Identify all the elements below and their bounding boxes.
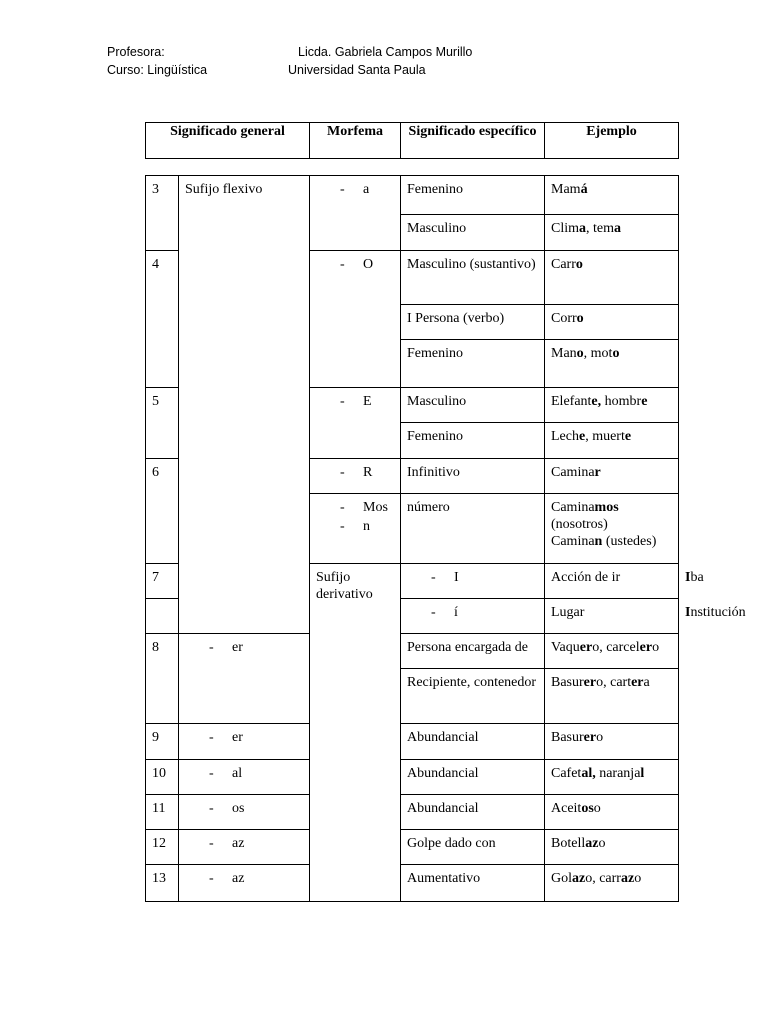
specific-meaning-cell: Masculino <box>401 388 545 423</box>
specific-meaning-cell: Femenino <box>401 423 545 459</box>
professor-name: Licda. Gabriela Campos Murillo <box>298 45 473 59</box>
morpheme-cell <box>310 251 401 388</box>
example-text: Cafet <box>551 766 582 781</box>
example-cell <box>545 669 679 724</box>
example-text: , muert <box>585 429 625 444</box>
example-morpheme: a <box>614 221 622 236</box>
morpheme-text: R <box>363 465 373 480</box>
header-row <box>146 123 679 159</box>
header-specific: Significado específico <box>401 123 545 159</box>
example-morpheme: os <box>581 801 594 816</box>
row-number: 4 <box>146 251 179 388</box>
example-text: (nosotros) <box>551 517 608 532</box>
specific-meaning-cell: Abundancial <box>401 795 545 830</box>
example-morpheme: e <box>624 429 632 444</box>
morpheme-dash: - <box>431 605 436 620</box>
table-row <box>146 795 679 830</box>
morpheme-cell <box>179 760 310 795</box>
example-text: Aceit <box>551 801 582 816</box>
example-text: o <box>593 801 601 816</box>
example-morpheme: al, <box>581 766 596 781</box>
general-meaning-cell: Sufijo flexivo <box>179 176 310 634</box>
morpheme-cell <box>310 388 401 459</box>
morpheme-text: Mos <box>363 500 388 515</box>
morpheme-text: az <box>232 836 245 851</box>
row-number: 11 <box>146 795 179 830</box>
example-morpheme: er <box>583 730 597 745</box>
example-morpheme: az <box>572 871 586 886</box>
specific-meaning-cell: Persona encargada de <box>401 634 545 669</box>
example-text: Corr <box>551 311 577 326</box>
specific-meaning-cell: Golpe dado con <box>401 830 545 865</box>
row-number: 9 <box>146 724 179 760</box>
course-name: Curso: Lingüística <box>107 63 208 77</box>
example-cell <box>545 634 679 669</box>
example-text: o, carr <box>585 871 621 886</box>
row-number: 6 <box>146 459 179 564</box>
example-morpheme: o <box>612 346 620 361</box>
example-morpheme: l <box>640 766 645 781</box>
morpheme-cell <box>310 494 401 564</box>
example-cell <box>545 865 679 902</box>
example-text: (ustedes) <box>602 534 657 549</box>
row-number: 5 <box>146 388 179 459</box>
specific-meaning-cell: Abundancial <box>401 760 545 795</box>
example-morpheme: r <box>594 465 601 480</box>
example-text: Botell <box>551 836 586 851</box>
example-text: ba <box>690 570 704 585</box>
example-text: Carr <box>551 257 576 272</box>
morpheme-dash: - <box>340 394 345 409</box>
example-cell <box>545 724 679 760</box>
specific-meaning-cell: I Persona (verbo) <box>401 305 545 340</box>
morpheme-text: al <box>232 766 243 781</box>
morpheme-cell <box>179 634 310 724</box>
example-morpheme: a <box>579 221 587 236</box>
row-number: 13 <box>146 865 179 902</box>
specific-meaning-cell: Recipiente, contenedor <box>401 669 545 724</box>
morpheme-cell <box>179 830 310 865</box>
example-cell <box>545 388 679 423</box>
example-text: a <box>643 675 650 690</box>
row-number: 12 <box>146 830 179 865</box>
header-table <box>145 122 679 159</box>
example-text: Basur <box>551 675 584 690</box>
morpheme-dash: - <box>340 519 345 534</box>
specific-meaning-cell: Masculino (sustantivo) <box>401 251 545 305</box>
example-text: Camina <box>551 500 595 515</box>
morpheme-cell <box>401 599 545 634</box>
specific-meaning-cell: Lugar <box>545 599 679 634</box>
example-cell <box>545 215 679 251</box>
specific-meaning-cell: Aumentativo <box>401 865 545 902</box>
row-number: 3 <box>146 176 179 251</box>
row-number: 10 <box>146 760 179 795</box>
table-row <box>146 865 679 902</box>
university-name: Universidad Santa Paula <box>288 63 426 77</box>
morpheme-text: er <box>232 730 243 745</box>
example-morpheme: I <box>685 570 691 585</box>
header-example: Ejemplo <box>545 123 679 159</box>
example-text: Man <box>551 346 577 361</box>
example-text: Clim <box>551 221 580 236</box>
morpheme-cell <box>179 795 310 830</box>
example-morpheme: er <box>579 640 593 655</box>
example-cell <box>545 459 679 494</box>
morpheme-cell <box>310 176 401 251</box>
example-text: , tem <box>586 221 615 236</box>
morpheme-text: er <box>232 640 243 655</box>
morpheme-text: í <box>454 605 458 620</box>
morpheme-table <box>145 175 746 902</box>
example-morpheme: o <box>575 257 583 272</box>
specific-meaning-cell: número <box>401 494 545 564</box>
specific-meaning-cell: Abundancial <box>401 724 545 760</box>
header-morpheme: Morfema <box>310 123 401 159</box>
header-general: Significado general <box>146 123 310 159</box>
example-text: Vaqu <box>551 640 580 655</box>
row-number-empty <box>146 599 179 634</box>
morpheme-dash: - <box>340 500 345 515</box>
example-cell <box>545 423 679 459</box>
table-row <box>146 830 679 865</box>
example-morpheme: mos <box>594 500 619 515</box>
specific-meaning-cell: Infinitivo <box>401 459 545 494</box>
example-text: Camina <box>551 534 595 549</box>
example-cell <box>545 305 679 340</box>
professor-label: Profesora: <box>107 45 165 59</box>
example-text: Basur <box>551 730 584 745</box>
example-morpheme: e <box>578 429 586 444</box>
example-text: o, carcel <box>592 640 640 655</box>
morpheme-text: O <box>363 257 374 272</box>
example-cell <box>545 251 679 305</box>
example-text: Mam <box>551 182 581 197</box>
example-cell <box>545 795 679 830</box>
morpheme-cell <box>179 724 310 760</box>
row-number: 8 <box>146 634 179 724</box>
example-morpheme: er <box>583 675 597 690</box>
example-cell <box>545 830 679 865</box>
table-row <box>146 176 679 215</box>
example-text: o <box>598 836 606 851</box>
morpheme-dash: - <box>340 182 345 197</box>
example-morpheme: az <box>620 871 635 886</box>
example-text: o <box>596 730 604 745</box>
morpheme-dash: - <box>209 730 214 745</box>
morpheme-cell <box>179 865 310 902</box>
example-cell <box>545 176 679 215</box>
general-meaning-cell: Sufijo derivativo <box>310 564 401 902</box>
specific-meaning-cell: Femenino <box>401 340 545 388</box>
example-text: hombr <box>601 394 642 409</box>
specific-meaning-cell: Acción de ir <box>545 564 679 599</box>
morpheme-dash: - <box>209 801 214 816</box>
example-morpheme: e, <box>591 394 602 409</box>
table-row <box>146 760 679 795</box>
morpheme-dash: - <box>340 257 345 272</box>
morpheme-text: az <box>232 871 245 886</box>
example-morpheme: er <box>631 675 644 690</box>
morpheme-dash: - <box>209 871 214 886</box>
morpheme-text: os <box>232 801 245 816</box>
example-morpheme: á <box>580 182 588 197</box>
morpheme-cell <box>310 459 401 494</box>
example-morpheme: e <box>641 394 648 409</box>
example-text: nstitución <box>690 605 746 620</box>
example-text: Elefant <box>551 394 592 409</box>
example-morpheme: er <box>639 640 653 655</box>
example-text: Gol <box>551 871 572 886</box>
example-cell <box>545 494 679 564</box>
morpheme-text: I <box>454 570 459 585</box>
morpheme-dash: - <box>431 570 436 585</box>
example-text: o <box>634 871 642 886</box>
specific-meaning-cell: Masculino <box>401 215 545 251</box>
row-number: 7 <box>146 564 179 599</box>
morpheme-text: a <box>363 182 370 197</box>
table-row <box>146 724 679 760</box>
example-cell <box>545 760 679 795</box>
example-morpheme: I <box>685 605 691 620</box>
specific-meaning-cell: Femenino <box>401 176 545 215</box>
morpheme-dash: - <box>209 640 214 655</box>
example-morpheme: o <box>576 346 584 361</box>
morpheme-dash: - <box>209 836 214 851</box>
example-text: naranja <box>595 766 641 781</box>
morpheme-dash: - <box>209 766 214 781</box>
example-morpheme: az <box>585 836 599 851</box>
example-text: o, cart <box>596 675 632 690</box>
example-cell <box>545 340 679 388</box>
example-morpheme: n <box>594 534 603 549</box>
example-text: o <box>652 640 660 655</box>
morpheme-text: E <box>363 394 372 409</box>
example-text: Camina <box>551 465 595 480</box>
morpheme-cell <box>401 564 545 599</box>
example-text: , mot <box>583 346 613 361</box>
example-morpheme: o <box>576 311 584 326</box>
table-row <box>146 634 679 669</box>
morpheme-text: n <box>363 519 370 534</box>
example-text: Lech <box>551 429 579 444</box>
morpheme-dash: - <box>340 465 345 480</box>
